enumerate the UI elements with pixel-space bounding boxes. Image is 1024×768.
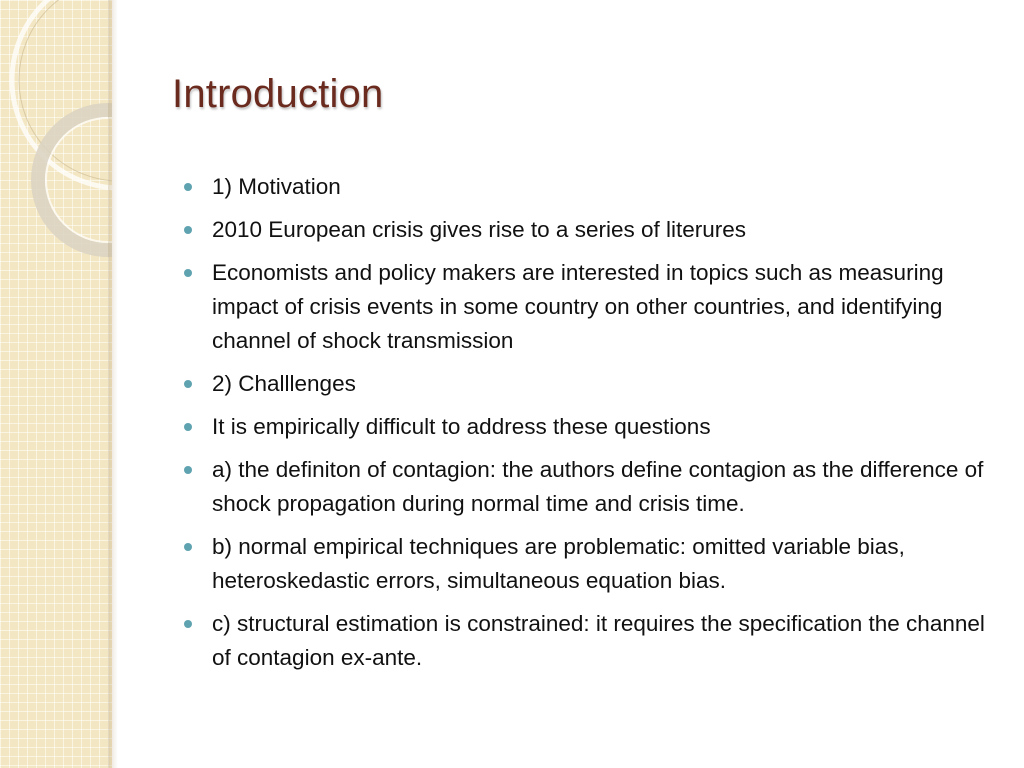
side-pattern-strip (0, 0, 112, 768)
bullet-text: a) the definiton of contagion: the authors define contagion as the difference of shock propagation during normal time and crisis time. (212, 457, 984, 516)
round-bullet-icon (184, 226, 192, 234)
round-bullet-icon (184, 543, 192, 551)
round-bullet-icon (184, 269, 192, 277)
bullet-item (184, 410, 999, 444)
bullet-text: Economists and policy makers are interested in topics such as measuring impact of crisis events in some country on other countries, and identifying channel of shock transmission (212, 260, 944, 353)
ring-decoration-icon (0, 0, 112, 260)
bullet-item (184, 607, 999, 675)
bullet-item (184, 256, 999, 358)
round-bullet-icon (184, 466, 192, 474)
bullet-item (184, 453, 999, 521)
bullet-text: c) structural estimation is constrained: it requires the specification the channel of contagion ex-ante. (212, 611, 985, 670)
round-bullet-icon (184, 183, 192, 191)
bullet-text: 2) Challlenges (212, 371, 356, 396)
bullet-list (184, 170, 999, 684)
bullet-text: 2010 European crisis gives rise to a series of literures (212, 217, 747, 242)
bullet-item (184, 367, 999, 401)
round-bullet-icon (184, 380, 192, 388)
slide-title: Introduction (172, 72, 384, 116)
bullet-item (184, 530, 999, 598)
bullet-text: 1) Motivation (212, 174, 341, 199)
bullet-text: It is empirically difficult to address these questions (212, 414, 711, 439)
bullet-text: b) normal empirical techniques are problematic: omitted variable bias, heteroskedastic errors, simultaneous equation bias. (212, 534, 905, 593)
round-bullet-icon (184, 423, 192, 431)
bullet-item (184, 170, 999, 204)
bullet-item (184, 213, 999, 247)
round-bullet-icon (184, 620, 192, 628)
side-strip-shadow (108, 0, 118, 768)
